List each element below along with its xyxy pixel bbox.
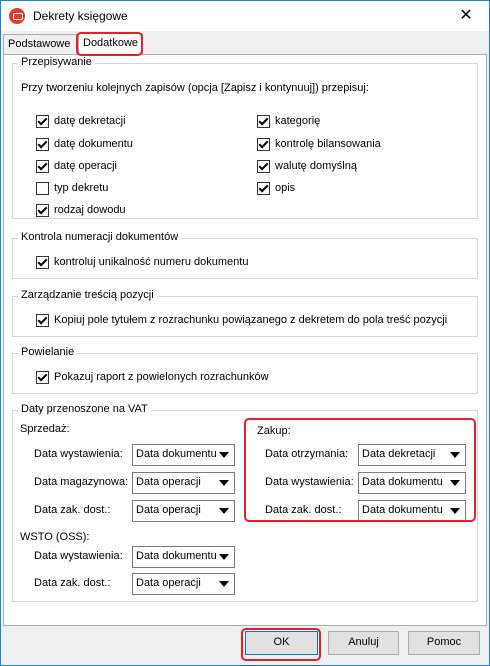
group-legend: Kontrola numeracji dokumentów <box>18 231 181 243</box>
zakup-data-otrzymania-select[interactable]: Data dekretacji <box>358 444 466 466</box>
chevron-down-icon <box>219 581 229 587</box>
przepisywanie-description: Przy tworzeniu kolejnych zapisów (opcja [Zapisz i kontynuuj]) przepisuj: <box>21 82 369 94</box>
checkbox-checked-icon <box>36 160 49 173</box>
chevron-down-icon <box>450 480 460 486</box>
zakup-data-zak-dost-select[interactable]: Data dokumentu <box>358 500 466 522</box>
chevron-down-icon <box>450 508 460 514</box>
sprzedaz-heading: Sprzedaż: <box>20 423 70 435</box>
zakup-data-wystawienia-select[interactable]: Data dokumentu <box>358 472 466 494</box>
chevron-down-icon <box>219 554 229 560</box>
checkbox-checked-icon <box>36 115 49 128</box>
checkbox-empty-icon <box>36 182 49 195</box>
sprzedaz-label-data-zak-dost: Data zak. dost.: <box>34 504 111 516</box>
group-powielanie: Powielanie Pokazuj raport z powielonych rozrachunków <box>12 353 478 394</box>
tab-podstawowe[interactable]: Podstawowe <box>3 34 78 54</box>
sprzedaz-data-magazynowa-select[interactable]: Data operacji <box>132 472 235 494</box>
checkbox-checked-icon <box>36 256 49 269</box>
checkbox-checked-icon <box>257 182 270 195</box>
group-kontrola-numeracji: Kontrola numeracji dokumentów kontroluj unikalność numeru dokumentu <box>12 238 478 279</box>
help-button[interactable]: Pomoc <box>408 631 480 655</box>
checkbox-checked-icon <box>36 138 49 151</box>
app-logo-icon <box>9 8 25 24</box>
zakup-label-data-zak-dost: Data zak. dost.: <box>265 504 342 516</box>
ok-button[interactable]: OK <box>245 631 318 655</box>
group-legend: Przepisywanie <box>18 56 95 68</box>
checkbox-checked-icon <box>36 204 49 217</box>
checkbox-checked-icon <box>257 115 270 128</box>
group-legend: Daty przenoszone na VAT <box>18 403 151 415</box>
group-legend: Zarządzanie treścią pozycji <box>18 289 157 301</box>
chevron-down-icon <box>450 452 460 458</box>
window-title: Dekrety księgowe <box>33 9 128 23</box>
zakup-heading: Zakup: <box>257 425 291 437</box>
group-daty-vat <box>12 403 478 602</box>
wsto-heading: WSTO (OSS): <box>20 531 90 543</box>
group-legend: Powielanie <box>18 346 77 358</box>
checkbox-checked-icon <box>36 314 49 327</box>
tab-panel-dodatkowe <box>3 54 487 626</box>
title-bar <box>1 1 489 31</box>
chevron-down-icon <box>219 452 229 458</box>
zakup-label-data-wystawienia: Data wystawienia: <box>265 476 354 488</box>
chevron-down-icon <box>219 480 229 486</box>
sprzedaz-label-data-magazynowa: Data magazynowa: <box>34 476 129 488</box>
group-zarzadzanie-trescia: Zarządzanie treścią pozycji Kopiuj pole tytułem z rozrachunku powiązanego z dekretem do pola treść pozycji <box>12 296 478 337</box>
tab-dodatkowe[interactable]: Dodatkowe <box>78 33 143 54</box>
close-icon[interactable]: ✕ <box>459 7 473 24</box>
sprzedaz-data-zak-dost-select[interactable]: Data operacji <box>132 500 235 522</box>
checkbox-checked-icon <box>257 160 270 173</box>
sprzedaz-label-data-wystawienia: Data wystawienia: <box>34 448 123 460</box>
wsto-data-zak-dost-select[interactable]: Data operacji <box>132 573 235 595</box>
checkbox-checked-icon <box>36 371 49 384</box>
group-przepisywanie: Przepisywanie Przy tworzeniu kolejnych zapisów (opcja [Zapisz i kontynuuj]) przepisuj: datę dekretacji datę dokumentu datę operacji typ dekretu rodzaj dowodu kategorię kontrolę bilansowania walutę domyślną opis <box>12 63 478 219</box>
checkbox-checked-icon <box>257 138 270 151</box>
wsto-data-wystawienia-select[interactable]: Data dokumentu <box>132 546 235 568</box>
chevron-down-icon <box>219 508 229 514</box>
sprzedaz-data-wystawienia-select[interactable]: Data dokumentu <box>132 444 235 466</box>
zakup-label-data-otrzymania: Data otrzymania: <box>265 448 349 460</box>
wsto-label-data-wystawienia: Data wystawienia: <box>34 550 123 562</box>
cancel-button[interactable]: Anuluj <box>328 631 399 655</box>
wsto-label-data-zak-dost: Data zak. dost.: <box>34 577 111 589</box>
